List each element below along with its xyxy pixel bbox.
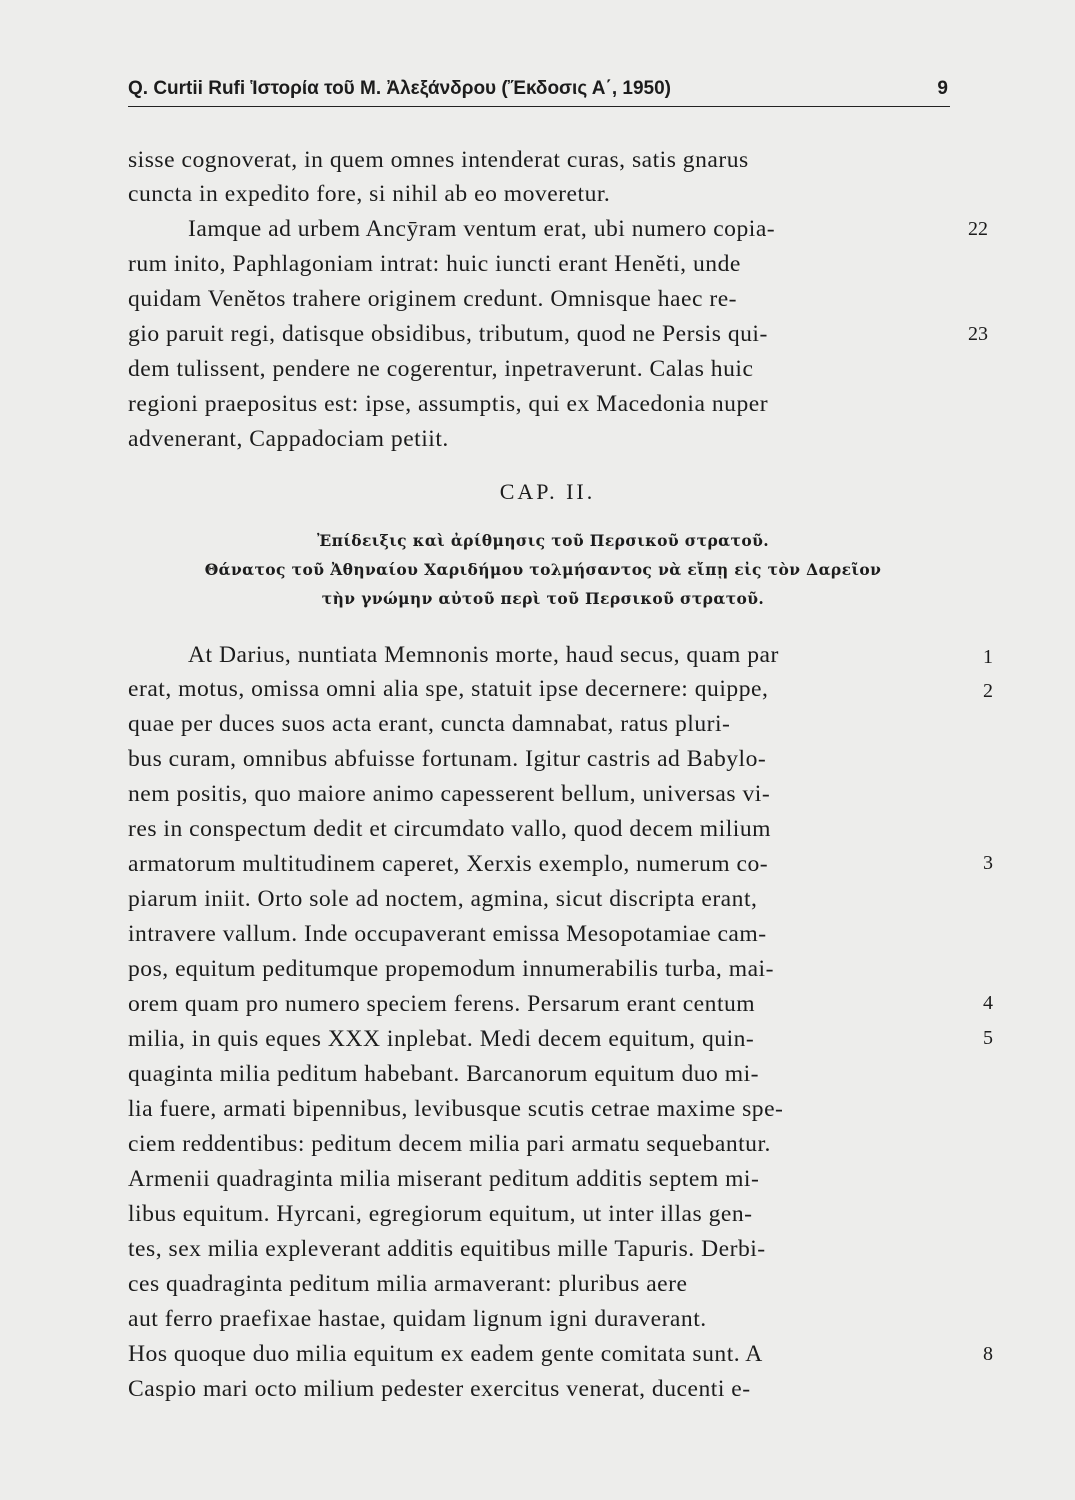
section-number: 2 (983, 680, 993, 702)
section-number: 4 (983, 992, 993, 1014)
section-number: 8 (983, 1343, 993, 1365)
text-line: rum inito, Paphlagoniam intrat: huic iuncti erant Henĕti, unde (128, 251, 741, 277)
section-number: 23 (968, 323, 988, 345)
text-line: Caspio mari octo milium pedester exercitus venerat, ducenti e- (128, 1376, 751, 1402)
text-line: orem quam pro numero speciem ferens. Persarum erant centum (128, 991, 756, 1017)
text-line: nem positis, quo maiore animo capesserent bellum, universas vi- (128, 781, 771, 807)
text-line: sisse cognoverat, in quem omnes intenderat curas, satis gnarus (128, 147, 749, 173)
text-line: regioni praepositus est: ipse, assumptis, qui ex Macedonia nuper (128, 391, 769, 417)
text-line: Hos quoque duo milia equitum ex eadem gente comitata sunt. A (128, 1341, 763, 1367)
text-line: ces quadraginta peditum milia armaverant: pluribus aere (128, 1271, 688, 1297)
text-line: aut ferro praefixae hastae, quidam lignum igni duraverant. (128, 1306, 707, 1332)
chapter-heading: CAP. II. (499, 479, 596, 504)
text-line: armatorum multitudinem caperet, Xerxis exemplo, numerum co- (128, 851, 769, 877)
text-line: dem tulissent, pendere ne cogerentur, inpetraverunt. Calas huic (128, 356, 754, 382)
section-number: 1 (983, 646, 993, 668)
text-line: milia, in quis eques XXX inplebat. Medi decem equitum, quin- (128, 1026, 755, 1052)
chapter-summary-line: Θάνατος τοῦ Ἀθηναίου Χαριδήμου τολμήσαντος νὰ εἴπῃ εἰς τὸν Δαρεῖον (204, 560, 882, 579)
chapter-summary-line: τὴν γνώμην αὐτοῦ περὶ τοῦ Περσικοῦ στρατοῦ. (321, 589, 765, 608)
text-line: cuncta in expedito fore, si nihil ab eo moveretur. (128, 181, 611, 207)
text-line: Armenii quadraginta milia miserant peditum additis septem mi- (128, 1166, 760, 1192)
text-line: bus curam, omnibus abfuisse fortunam. Igitur castris ad Babylo- (128, 746, 767, 772)
text-line: ciem reddentibus: peditum decem milia pari armatu sequebantur. (128, 1131, 771, 1157)
text-line: quidam Venĕtos trahere originem credunt. Omnisque haec re- (128, 286, 738, 312)
text-line: pos, equitum peditumque propemodum innumerabilis turba, mai- (128, 956, 774, 982)
text-line: res in conspectum dedit et circumdato vallo, quod decem milium (128, 816, 771, 842)
text-line: libus equitum. Hyrcani, egregiorum equitum, ut inter illas gen- (128, 1201, 753, 1227)
text-line: lia fuere, armati bipennibus, levibusque scutis cetrae maxime spe- (128, 1096, 784, 1122)
text-line: piarum iniit. Orto sole ad noctem, agmina, sicut discripta erant, (128, 886, 758, 912)
section-number: 5 (983, 1027, 993, 1049)
section-number: 22 (968, 218, 988, 240)
text-line: Iamque ad urbem Ancȳram ventum erat, ubi numero copia- (188, 216, 776, 242)
page-number: 9 (937, 78, 948, 99)
text-line: At Darius, nuntiata Memnonis morte, haud secus, quam par (188, 642, 779, 668)
text-line: tes, sex milia expleverant additis equitibus mille Tapuris. Derbi- (128, 1236, 766, 1262)
text-line: quaginta milia peditum habebant. Barcanorum equitum duo mi- (128, 1061, 759, 1087)
running-header (128, 76, 950, 107)
chapter-summary-line: Ἐπίδειξις καὶ ἀρίθμησις τοῦ Περσικοῦ στρατοῦ. (316, 531, 770, 550)
text-line: advenerant, Cappadociam petiit. (128, 426, 449, 452)
section-number: 3 (983, 852, 993, 874)
running-title: Q. Curtii Rufi Ἱστορία τοῦ Μ. Ἀλεξάνδρου (Ἔκδοσις Α΄, 1950) (128, 78, 671, 99)
text-line: intravere vallum. Inde occupaverant emissa Mesopotamiae cam- (128, 921, 767, 947)
text-line: gio paruit regi, datisque obsidibus, tributum, quod ne Persis qui- (128, 321, 768, 347)
text-line: erat, motus, omissa omni alia spe, statuit ipse decernere: quippe, (128, 676, 769, 702)
text-line: quae per duces suos acta erant, cuncta damnabat, ratus pluri- (128, 711, 731, 737)
